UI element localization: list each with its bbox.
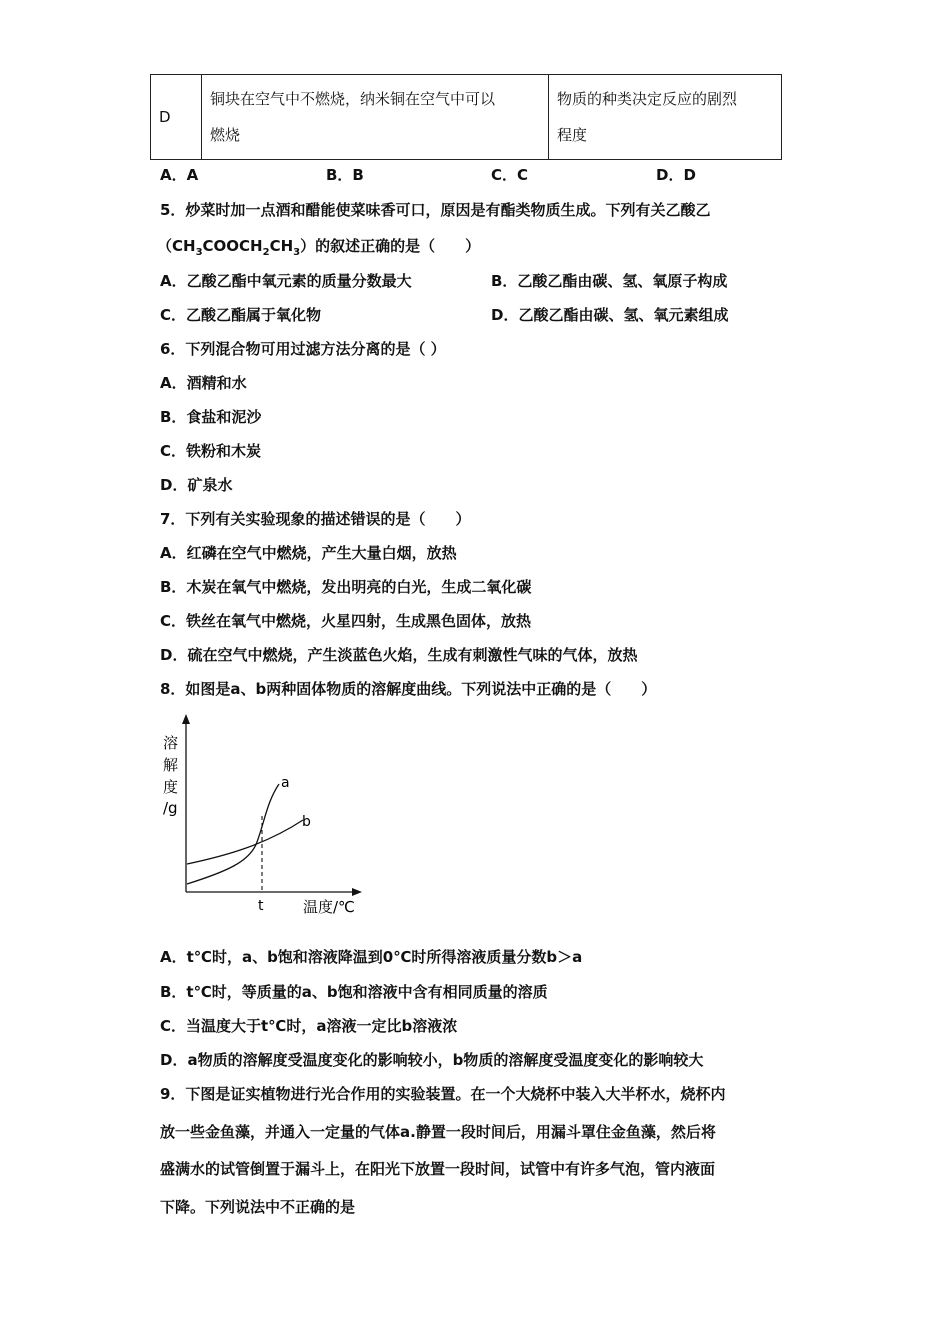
phenomenon-line-2: 燃烧 (210, 126, 241, 144)
series-label-a: a (281, 775, 290, 791)
q6-stem: 6．下列混合物可用过滤方法分离的是（ ） (160, 340, 446, 358)
y-label-char-3: 度 (163, 778, 179, 796)
table-cell-phenomenon (202, 75, 549, 160)
q8-option-a: A．t℃时，a、b饱和溶液降温到0℃时所得溶液质量分数b＞a (160, 948, 583, 966)
q5-formula-sub-3: 3 (293, 247, 301, 258)
curve-b (187, 820, 303, 864)
q5-stem-line-2 (157, 235, 480, 258)
q7-stem: 7．下列有关实验现象的描述错误的是（ ） (160, 510, 471, 528)
q9-line-2: 放一些金鱼藻，并通入一定量的气体a.静置一段时间后，用漏斗罩住金鱼藻，然后将 (160, 1123, 716, 1141)
q5-option-d: D．乙酸乙酯由碳、氢、氧元素组成 (491, 306, 729, 324)
y-label-char-2: 解 (163, 756, 179, 774)
q7-option-c: C．铁丝在氧气中燃烧，火星四射，生成黑色固体，放热 (160, 612, 532, 630)
q6-option-c: C．铁粉和木炭 (160, 442, 262, 460)
y-label-char-4: /g (163, 799, 178, 817)
solubility-curve-chart (155, 712, 370, 922)
x-tick-label-t: t (258, 898, 264, 914)
answer-table-row-d (150, 74, 782, 160)
q5-option-c: C．乙酸乙酯属于氧化物 (160, 306, 322, 324)
q9-line-4: 下降。下列说法中不正确的是 (160, 1198, 356, 1216)
q9-line-1: 9．下图是证实植物进行光合作用的实验装置。在一个大烧杯中装入大半杯水，烧杯内 (160, 1085, 726, 1103)
q6-option-d: D．矿泉水 (160, 476, 233, 494)
q5-stem-line-1: 5．炒菜时加一点酒和醋能使菜味香可口，原因是有酯类物质生成。下列有关乙酸乙 (160, 201, 711, 219)
q5-formula-sub-2: 2 (262, 247, 270, 258)
conclusion-line-2: 程度 (557, 126, 588, 144)
q5-formula-sub-1: 3 (195, 247, 203, 258)
q4-option-b: B．B (326, 166, 364, 184)
q5-formula-open: （CH (157, 237, 196, 255)
q4-option-c: C．C (491, 166, 529, 184)
series-label-b: b (302, 814, 311, 830)
q8-option-c: C．当温度大于t℃时，a溶液一定比b溶液浓 (160, 1017, 458, 1035)
q8-option-b: B．t℃时，等质量的a、b饱和溶液中含有相同质量的溶质 (160, 983, 548, 1001)
q5-formula-mid: COOCH (202, 237, 263, 255)
table-cell-conclusion (549, 75, 782, 160)
table-cell-label: D (151, 75, 202, 160)
q5-option-b: B．乙酸乙酯由碳、氢、氧原子构成 (491, 272, 728, 290)
x-axis-label: 温度/℃ (303, 898, 355, 916)
q5-option-a: A．乙酸乙酯中氧元素的质量分数最大 (160, 272, 412, 290)
q8-stem: 8．如图是a、b两种固体物质的溶解度曲线。下列说法中正确的是（ ） (160, 680, 657, 698)
x-axis-arrow (352, 888, 362, 896)
q7-option-a: A．红磷在空气中燃烧，产生大量白烟，放热 (160, 544, 457, 562)
q5-stem-rest: ）的叙述正确的是（ ） (300, 237, 481, 255)
y-label-char-1: 溶 (163, 734, 179, 752)
q6-option-a: A．酒精和水 (160, 374, 247, 392)
q5-formula-mid-2: CH (269, 237, 294, 255)
phenomenon-line-1: 铜块在空气中不燃烧，纳米铜在空气中可以 (210, 90, 496, 108)
conclusion-line-1: 物质的种类决定反应的剧烈 (557, 90, 738, 108)
q6-option-b: B．食盐和泥沙 (160, 408, 262, 426)
q8-option-d: D．a物质的溶解度受温度变化的影响较小，b物质的溶解度受温度变化的影响较大 (160, 1051, 704, 1069)
q7-option-d: D．硫在空气中燃烧，产生淡蓝色火焰，生成有刺激性气味的气体，放热 (160, 646, 638, 664)
q4-option-d: D．D (656, 166, 696, 184)
curve-a (187, 784, 279, 884)
q4-option-a: A．A (160, 166, 199, 184)
q7-option-b: B．木炭在氧气中燃烧，发出明亮的白光，生成二氧化碳 (160, 578, 532, 596)
y-axis-arrow (182, 714, 190, 724)
q9-line-3: 盛满水的试管倒置于漏斗上，在阳光下放置一段时间，试管中有许多气泡，管内液面 (160, 1160, 716, 1178)
